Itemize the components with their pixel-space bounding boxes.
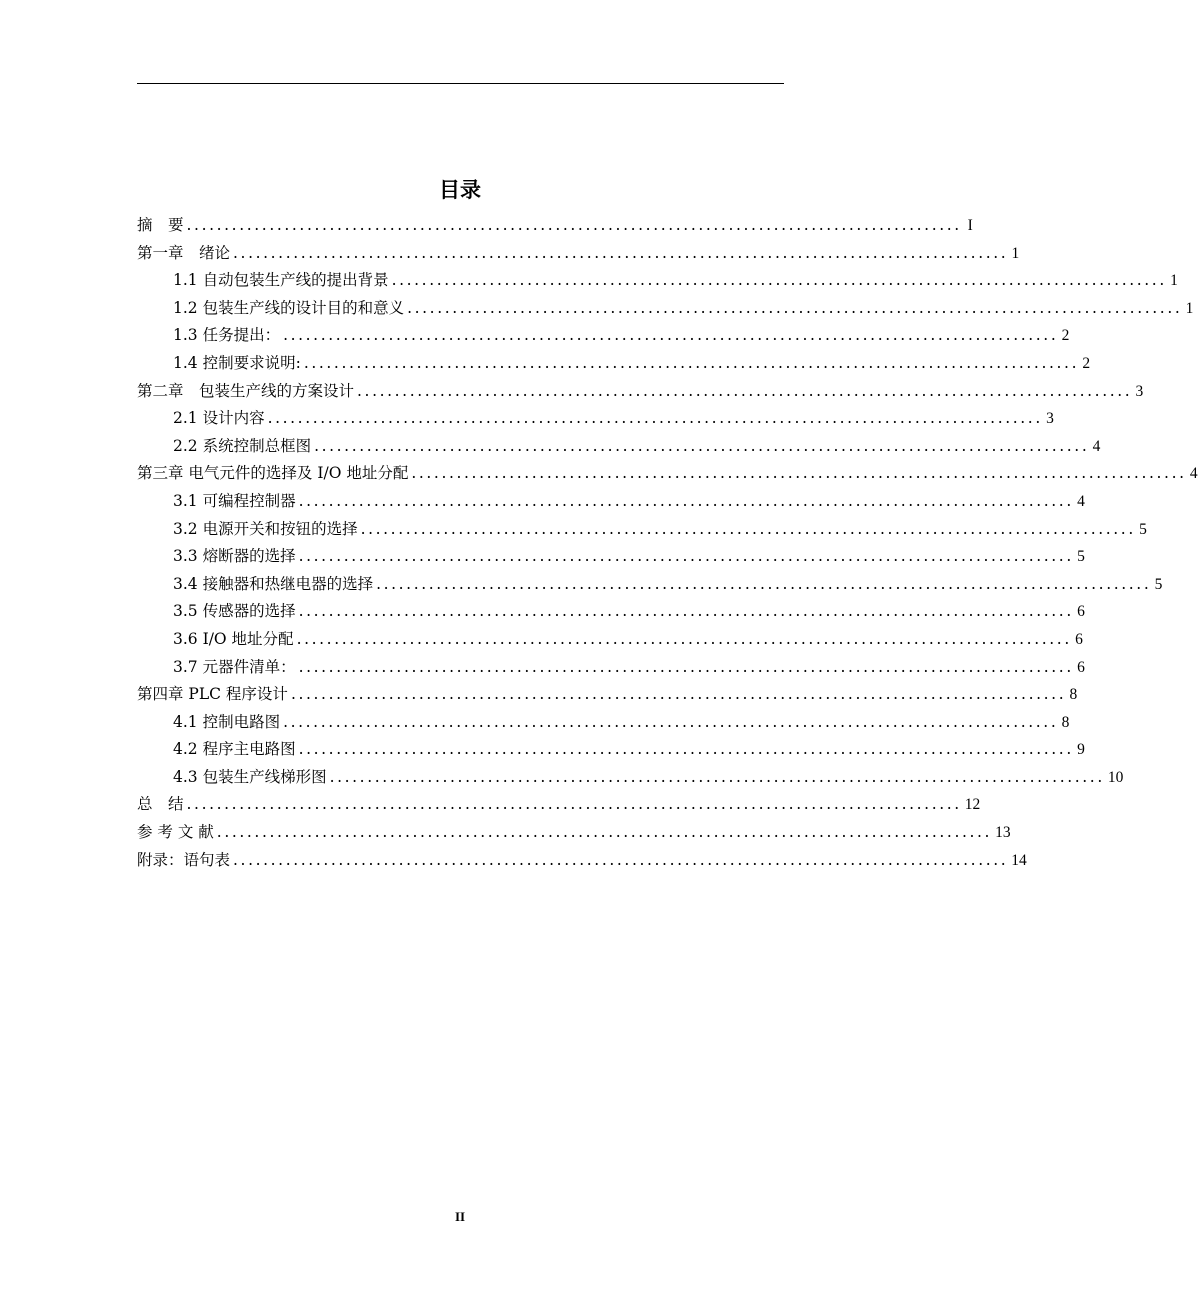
- toc-entry-label: 2.2 系统控制总框图: [173, 436, 312, 455]
- toc-entry-page: 5: [1154, 575, 1163, 593]
- toc-entry-section-1-3[interactable]: [137, 322, 1070, 350]
- toc-entry-page: 8: [1069, 686, 1078, 704]
- toc-leader: .......................................................................................................: [290, 685, 1067, 704]
- toc-entry-page: 3: [1135, 382, 1144, 400]
- toc-entry-page: 9: [1077, 741, 1085, 759]
- toc-entry-section-3-2[interactable]: [137, 516, 1147, 544]
- toc-leader: .......................................................................................................: [186, 216, 962, 234]
- toc-leader: .......................................................................................................: [296, 629, 1072, 648]
- toc-entry-label: 1.4 控制要求说明:: [173, 353, 301, 372]
- toc-entry-section-2-1[interactable]: [137, 405, 1054, 433]
- toc-entry-label: 第四章 PLC 程序设计: [137, 685, 288, 704]
- toc-entry-label: 3.1 可编程控制器: [173, 491, 296, 510]
- toc-entry-page: 3: [1046, 410, 1054, 428]
- toc-leader: .......................................................................................................: [298, 491, 1074, 510]
- toc-entry-section-1-2[interactable]: [137, 295, 1194, 323]
- toc-leader: .......................................................................................................: [298, 602, 1074, 621]
- toc-entry-section-3-3[interactable]: [137, 543, 1085, 571]
- toc-leader: .......................................................................................................: [411, 464, 1187, 483]
- toc-entry-page: 12: [964, 796, 981, 814]
- toc-entry-chapter-3[interactable]: [137, 460, 1198, 488]
- toc-entry-label: 4.3 包装生产线梯形图: [173, 767, 327, 786]
- toc-entry-label: 3.5 传感器的选择: [173, 602, 296, 621]
- toc-leader: .......................................................................................................: [303, 353, 1080, 372]
- toc-entry-references[interactable]: [137, 819, 1011, 847]
- toc-entry-chapter-4[interactable]: [137, 681, 1078, 709]
- toc-entry-label: 第一章 绪论: [137, 243, 231, 262]
- toc-entry-page: 8: [1061, 713, 1070, 731]
- toc-leader: .......................................................................................................: [233, 850, 1009, 869]
- toc-leader: .......................................................................................................: [376, 574, 1152, 593]
- toc-entry-page: 1: [1011, 244, 1020, 262]
- toc-entry-page: I: [967, 217, 973, 234]
- toc-entry-section-3-7[interactable]: [137, 654, 1085, 682]
- toc-leader: .......................................................................................................: [391, 271, 1167, 290]
- toc-entry-section-4-3[interactable]: [137, 764, 1124, 792]
- toc-entry-page: 10: [1107, 768, 1124, 786]
- toc-leader: .......................................................................................................: [329, 767, 1105, 786]
- toc-entry-summary[interactable]: [137, 791, 981, 819]
- toc-entry-page: 1: [1170, 272, 1178, 290]
- toc-entry-label: 1.1 自动包装生产线的提出背景: [173, 271, 389, 290]
- toc-leader: .......................................................................................................: [360, 519, 1136, 538]
- toc-entry-page: 2: [1082, 354, 1091, 372]
- toc-entry-section-4-2[interactable]: [137, 736, 1085, 764]
- toc-entry-section-4-1[interactable]: [137, 709, 1070, 737]
- toc-entry-label: 3.3 熔断器的选择: [173, 547, 296, 566]
- toc-entry-label: 总 结: [137, 795, 184, 814]
- toc-entry-appendix[interactable]: [137, 847, 1027, 875]
- toc-entry-section-3-5[interactable]: [137, 598, 1085, 626]
- toc-entry-label: 参 考 文 献: [137, 823, 214, 842]
- toc-entry-label: 2.1 设计内容: [173, 409, 265, 428]
- toc-leader: .......................................................................................................: [298, 547, 1074, 566]
- toc-entry-label: 3.7 元器件清单：: [173, 657, 296, 676]
- toc-entry-page: 13: [995, 824, 1011, 842]
- toc-entry-label: 1.2 包装生产线的设计目的和意义: [173, 298, 405, 317]
- toc-entry-label: 第三章 电气元件的选择及 I/O 地址分配: [137, 464, 409, 483]
- toc-entry-abstract[interactable]: [137, 212, 973, 240]
- toc-entry-page: 5: [1077, 548, 1085, 566]
- toc-entry-label: 3.6 I/O 地址分配: [173, 629, 294, 648]
- toc-leader: .......................................................................................................: [283, 712, 1059, 731]
- toc-entry-label: 3.4 接触器和热继电器的选择: [173, 574, 374, 593]
- toc-entry-section-2-2[interactable]: [137, 433, 1101, 461]
- toc-leader: .......................................................................................................: [216, 823, 993, 842]
- toc-entry-page: 6: [1077, 658, 1085, 676]
- toc-leader: .......................................................................................................: [298, 657, 1074, 676]
- toc-leader: .......................................................................................................: [283, 326, 1059, 345]
- toc-entry-page: 4: [1092, 437, 1101, 455]
- toc-entry-page: 6: [1077, 603, 1085, 621]
- toc-leader: .......................................................................................................: [407, 298, 1183, 317]
- toc-entry-page: 14: [1011, 851, 1027, 869]
- toc-leader: .......................................................................................................: [233, 243, 1009, 262]
- page-title: 目录: [439, 178, 481, 202]
- footer-page-number: II: [454, 1209, 466, 1224]
- toc-entry-page: 4: [1189, 465, 1198, 483]
- toc-entry-page: 4: [1077, 492, 1085, 510]
- toc-entry-page: 5: [1139, 520, 1147, 538]
- toc-entry-label: 附录：语句表: [137, 850, 231, 869]
- toc-leader: .......................................................................................................: [298, 740, 1074, 759]
- header-rule: [137, 83, 784, 84]
- toc-entry-page: 6: [1075, 630, 1083, 648]
- toc-entry-label: 摘 要: [137, 216, 184, 234]
- toc-entry-page: 2: [1061, 327, 1070, 345]
- toc-entry-chapter-2[interactable]: [137, 378, 1144, 406]
- toc-entry-section-3-1[interactable]: [137, 488, 1085, 516]
- toc-leader: .......................................................................................................: [314, 436, 1090, 455]
- toc-leader: .......................................................................................................: [267, 409, 1043, 428]
- table-of-contents: [137, 212, 1198, 874]
- toc-entry-chapter-1[interactable]: [137, 240, 1020, 268]
- toc-leader: .......................................................................................................: [357, 381, 1133, 400]
- toc-entry-label: 3.2 电源开关和按钮的选择: [173, 519, 358, 538]
- toc-entry-label: 4.2 程序主电路图: [173, 740, 296, 759]
- toc-entry-label: 第二章 包装生产线的方案设计: [137, 381, 355, 400]
- toc-entry-page: 1: [1185, 299, 1194, 317]
- toc-entry-section-3-6[interactable]: [137, 626, 1083, 654]
- toc-entry-section-1-1[interactable]: [137, 267, 1178, 295]
- toc-entry-label: 1.3 任务提出：: [173, 326, 281, 345]
- toc-entry-section-3-4[interactable]: [137, 571, 1163, 599]
- toc-entry-section-1-4[interactable]: [137, 350, 1091, 378]
- toc-entry-label: 4.1 控制电路图: [173, 712, 281, 731]
- toc-leader: .......................................................................................................: [186, 795, 962, 814]
